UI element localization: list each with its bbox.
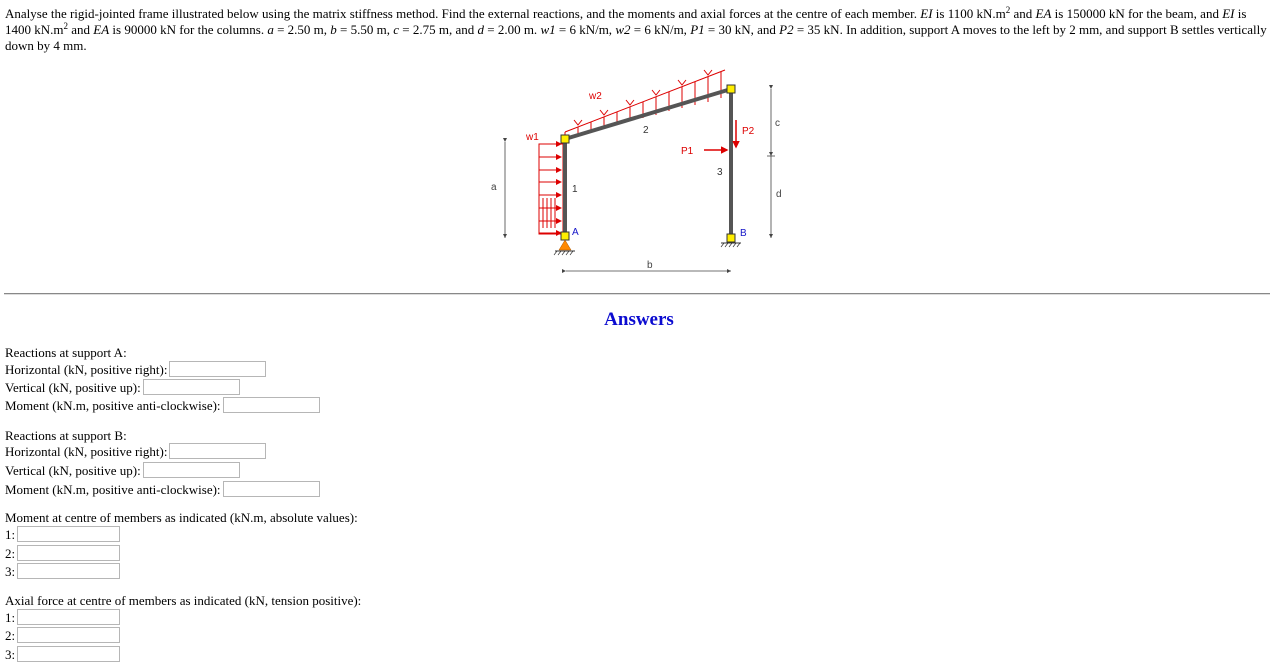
moment-1-label: 1: (5, 527, 16, 542)
axial-1-row (5, 608, 120, 628)
problem-statement: Analyse the rigid-jointed frame illustrated below using the matrix stiffness method. Find the external reactions, and the moments and axial forces at the centre of each member. EI is 1100 $kN.m^2$ and EA is 150000 kN for the beam, and EI is 1400 $kN.m^2$ and EA is 90000 kN for the columns. a = 2.50 m, b = 5.50 m, c = 2.75 m, and d = 2.00 m. w1 = 6 kN/m, w2 = 6 kN/m, P1 = 30 kN, and P2 = 35 kN. In addition, support A moves to the left by 2 mm, and support B settles vertically down by 4 mm. (5, 5, 1267, 53)
dim-b-label: b (647, 260, 653, 271)
support-b-vertical-input[interactable] (143, 462, 240, 478)
axial-2-label: 2: (5, 628, 16, 643)
support-b-vertical-row (5, 461, 240, 481)
support-a-label: A (572, 227, 579, 238)
axial-1-input[interactable] (17, 609, 120, 625)
moment-3-label: 3: (5, 564, 16, 579)
member-2-label: 2 (643, 125, 649, 136)
answers-heading: Answers (604, 309, 674, 330)
support-b-title: Reactions at support B: (5, 428, 127, 443)
dim-a-label: a (491, 182, 497, 193)
dim-d-label: d (776, 189, 782, 200)
dim-c-label: c (775, 118, 780, 129)
support-b-moment-row (5, 480, 320, 500)
support-a-horizontal-row (5, 360, 266, 380)
frame-diagram (480, 62, 800, 282)
w1-label: w1 (526, 132, 539, 143)
support-a-vertical-row (5, 378, 240, 398)
section-divider (4, 293, 1270, 295)
axial-title: Axial force at centre of members as indicated (kN, tension positive): (5, 593, 362, 608)
moment-1-row (5, 525, 120, 545)
support-b-horizontal-row (5, 442, 266, 462)
p1-label: P1 (681, 146, 694, 157)
support-a-moment-label: Moment (kN.m, positive anti-clockwise): (5, 398, 221, 413)
support-b-vertical-label: Vertical (kN, positive up): (5, 463, 141, 478)
moment-1-input[interactable] (17, 526, 120, 542)
support-a-moment-input[interactable] (223, 397, 320, 413)
axial-1-label: 1: (5, 610, 16, 625)
support-b (721, 234, 741, 247)
support-b-horizontal-label: Horizontal (kN, positive right): (5, 444, 168, 459)
member-3-label: 3 (717, 167, 723, 178)
w1-load (539, 144, 563, 234)
axial-2-input[interactable] (17, 627, 120, 643)
moment-3-row (5, 562, 120, 582)
support-b-moment-label: Moment (kN.m, positive anti-clockwise): (5, 482, 221, 497)
support-b-moment-input[interactable] (223, 481, 320, 497)
support-a-horizontal-label: Horizontal (kN, positive right): (5, 362, 168, 377)
joint-left (561, 135, 569, 143)
moment-3-input[interactable] (17, 563, 120, 579)
support-a-moment-row (5, 396, 320, 416)
moment-2-input[interactable] (17, 545, 120, 561)
w2-label: w2 (589, 91, 602, 102)
member-1-label: 1 (572, 184, 578, 195)
support-a-title: Reactions at support A: (5, 345, 127, 360)
support-a-vertical-input[interactable] (143, 379, 240, 395)
moment-2-label: 2: (5, 546, 16, 561)
support-a-vertical-label: Vertical (kN, positive up): (5, 380, 141, 395)
support-b-label: B (740, 228, 747, 239)
joint-right (727, 85, 735, 93)
axial-3-input[interactable] (17, 646, 120, 662)
axial-3-label: 3: (5, 647, 16, 662)
moment-2-row (5, 544, 120, 564)
p2-label: P2 (742, 126, 755, 137)
support-b-horizontal-input[interactable] (169, 443, 266, 459)
moments-title: Moment at centre of members as indicated (kN.m, absolute values): (5, 510, 358, 525)
axial-3-row (5, 645, 120, 665)
axial-2-row (5, 626, 120, 646)
support-a-horizontal-input[interactable] (169, 361, 266, 377)
